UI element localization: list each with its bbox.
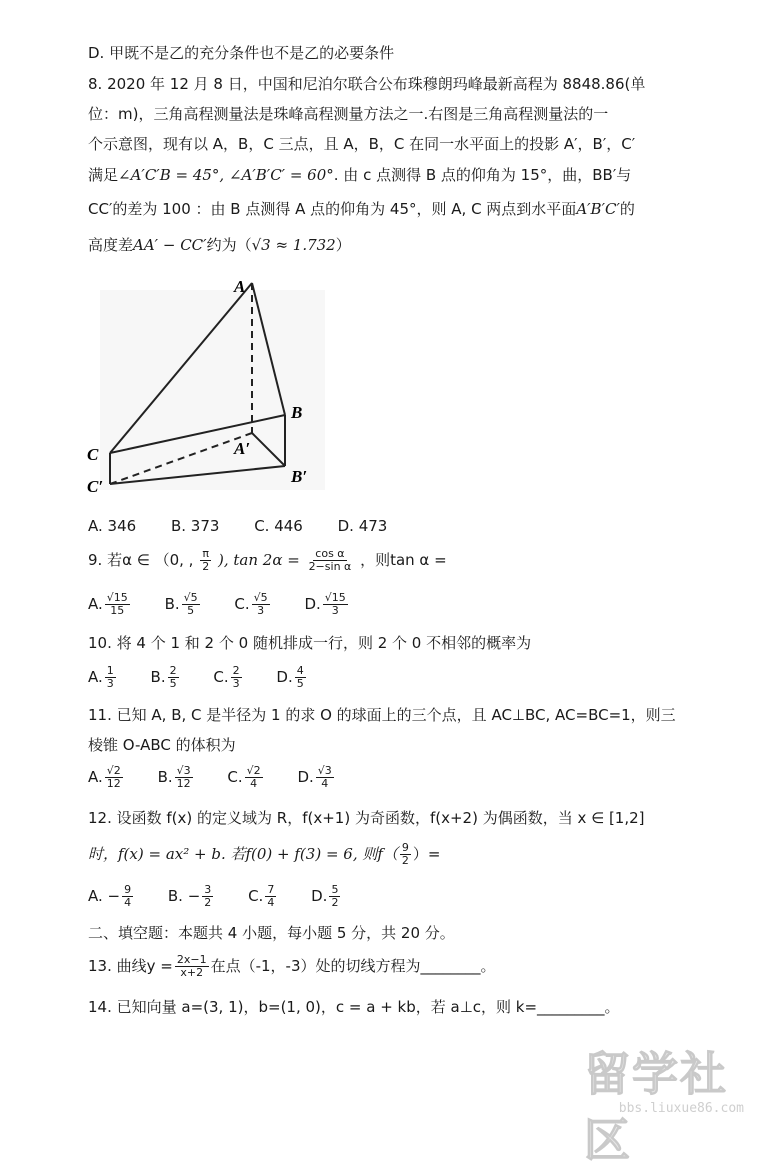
q8-line-5 [88,198,635,219]
q12-option-c: C. $\frac{7}{4}$ [248,883,275,909]
label-cprime: C′ [87,477,104,496]
q11-option-c: C. $\frac{√2}{4}$ [227,764,261,790]
q8-line-5-a: CC′的差为 100 ：由 B 点测得 A 点的仰角为 45°，则 A, C 两点到水平面 [88,200,577,218]
figure-background [100,290,325,490]
site-watermark [584,1038,754,1167]
q10-option-b: B. $\frac{2}{5}$ [150,664,177,690]
label-b: B [291,403,303,422]
q8-plane-name: A′B′C′ [576,200,620,218]
q11-options [88,765,364,790]
q11-option-a: A. $\frac{√2}{12}$ [88,764,121,790]
label-bprime: B′ [291,467,308,486]
q8-option-d: D. 473 [337,516,388,535]
watermark-logo-text: 留学社区 [584,1047,728,1167]
q12-option-d: D. $\frac{5}{2}$ [311,883,339,909]
q12-suffix: ）= [412,845,441,863]
q8-option-c: C. 446 [254,516,303,535]
q12-options [88,884,370,909]
q8-height-diff: AA′ − CC′ [133,236,207,254]
q8-line-6-c: 约为（ [206,236,252,254]
q8-option-a: A. 346 [88,516,137,535]
section-2-heading: 二、填空题：本题共 4 小题，每小题 5 分，共 20 分。 [88,924,455,942]
q8-sqrt3-approx: √3 ≈ 1.732 [251,236,336,254]
q10-options [88,665,336,690]
label-c: C [87,445,99,464]
q8-line-5-c: 的 [619,200,635,218]
q9-options [88,592,378,617]
q9-prefix: 9. 若α ∈ （0, , [88,551,194,569]
q8-line-4 [88,164,631,185]
q10-option-c: C. $\frac{2}{3}$ [213,664,240,690]
q12-condition: 时，f(x) = ax² + b. 若f(0) + f(3) = 6, 则f（ [88,845,398,863]
q9-option-a: A. $\frac{√15}{15}$ [88,591,128,617]
q13-prefix: 13. 曲线y = [88,957,173,975]
q9-frac-pi-over-2: $\frac{\pi}{2}$ [202,547,210,573]
q9-option-d: D. $\frac{√15}{3}$ [304,591,346,617]
q12-stem-line-2 [88,842,441,867]
q8-options [88,516,415,535]
q13-fraction: $\frac{2x-1}{x+2}$ [176,953,207,979]
q8-line-6-e: ） [335,236,351,254]
q11-stem-line-2: 棱锥 O-ABC 的体积为 [88,736,236,754]
q11-stem-line-1: 11. 已知 A, B, C 是半径为 1 的求 O 的球面上的三个点，且 AC⊥BC, AC=BC=1，则三 [88,706,676,724]
q8-line-4-a: 满足 [88,166,119,184]
q9-stem [88,548,447,573]
q8-angle-conditions: ∠A′C′B = 45°, ∠A′B′C′ = 60° [118,166,334,184]
triangulation-diagram [80,270,330,505]
q13-stem [88,954,496,979]
watermark-url: bbs.liuxue86.com [618,1101,744,1116]
q8-line-1: 8. 2020 年 12 月 8 日，中国和尼泊尔联合公布珠穆朗玛峰最新高程为 8848.86(单 [88,75,646,93]
q8-line-6-a: 高度差 [88,236,134,254]
label-aprime: A′ [234,439,251,458]
q11-option-b: B. $\frac{√3}{12}$ [157,764,191,790]
q11-option-d: D. $\frac{√3}{4}$ [297,764,332,790]
q10-option-a: A. $\frac{1}{3}$ [88,664,114,690]
q7-option-d: D. 甲既不是乙的充分条件也不是乙的必要条件 [88,44,395,62]
q8-line-3: 个示意图，现有以 A，B，C 三点，且 A，B，C 在同一水平面上的投影 A′，B′，C′ [88,135,636,153]
q12-stem-line-1: 12. 设函数 f(x) 的定义域为 R，f(x+1) 为奇函数，f(x+2) 为偶函数，当 x ∈ [1,2] [88,809,645,827]
q14-stem: 14. 已知向量 a=(3, 1)，b=(1, 0)，c = a + kb，若 a⊥c，则 k=_________。 [88,998,620,1016]
q9-frac-cos: $\frac{\text{cos α}}{\text{2−sin α}}$ [308,547,352,573]
q9-option-b: B. $\frac{√5}{5}$ [164,591,198,617]
q12-frac-9-over-2: $\frac{9}{2}$ [401,841,409,867]
q10-stem: 10. 将 4 个 1 和 2 个 0 随机排成一行，则 2 个 0 不相邻的概率为 [88,634,532,652]
q8-option-b: B. 373 [170,516,220,535]
q9-suffix: ，则tan α = [360,551,447,569]
label-a: A [234,277,246,296]
q13-suffix: 在点（-1，-3）处的切线方程为________。 [210,957,496,975]
q10-option-d: D. $\frac{4}{5}$ [276,664,304,690]
q8-line-6 [88,234,351,255]
q9-option-c: C. $\frac{√5}{3}$ [234,591,268,617]
q12-option-a: A. − $\frac{9}{4}$ [88,883,132,909]
q9-mid: ), tan 2α = [217,551,300,569]
q8-line-2: 位：m)，三角高程测量法是珠峰高程测量方法之一.右图是三角高程测量法的一 [88,105,609,123]
q12-option-b: B. − $\frac{3}{2}$ [167,883,212,909]
q8-line-4-c: . 由 c 点测得 B 点的仰角为 15°，曲，BB′与 [333,166,632,184]
